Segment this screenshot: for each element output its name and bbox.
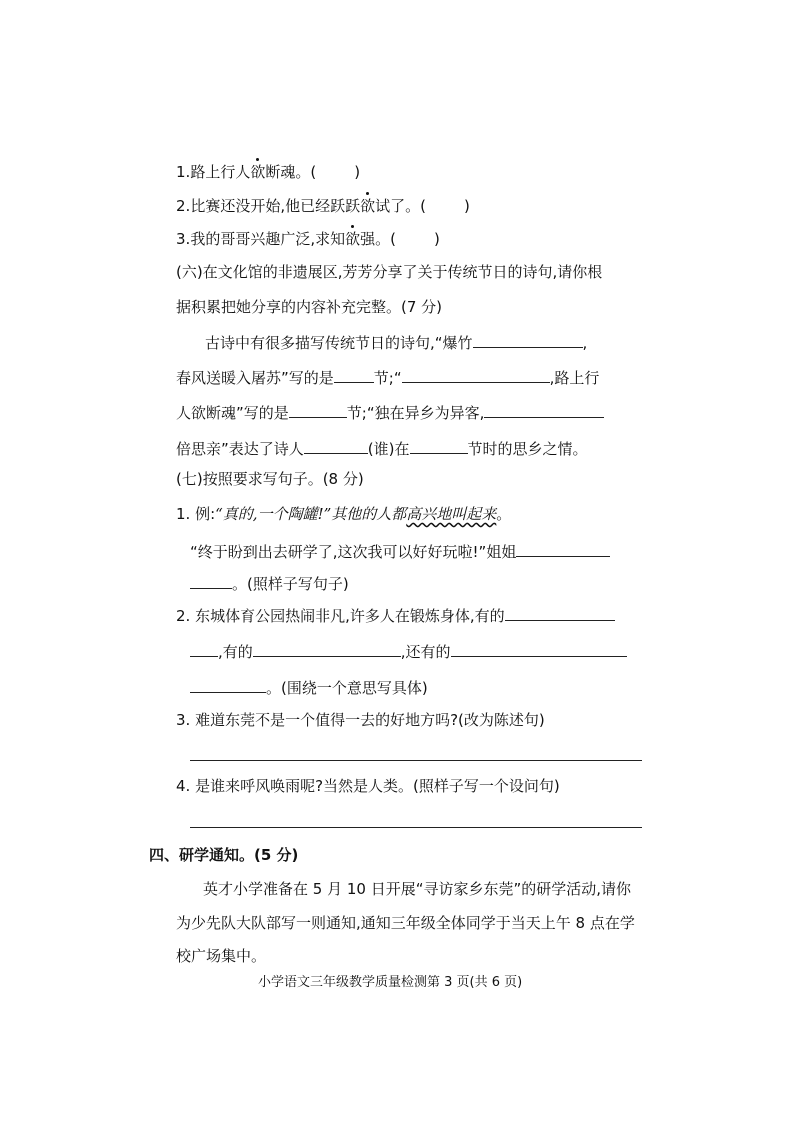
fill-blank[interactable] [253, 640, 401, 657]
section7-q2-line3: 。(围绕一个意思写具体) [190, 676, 428, 698]
section7-q1-line3: 。(照样子写句子) [190, 572, 349, 594]
section6-para-line4: 倍思亲”表达了诗人 (谁)在 节时的思乡之情。 [176, 437, 588, 459]
fill-blank[interactable] [473, 331, 583, 348]
section4-title: 四、研学通知。(5 分) [149, 846, 299, 864]
dotted-char: 欲 [250, 163, 266, 181]
q5-item-1: 1.路上行人欲断魂。( ) [176, 163, 361, 181]
section4-line1: 英才小学准备在 5 月 10 日开展“寻访家乡东莞”的研学活动,请你 [203, 880, 632, 898]
section7-q3: 3. 难道东莞不是一个值得一去的好地方吗?(改为陈述句) [176, 711, 545, 729]
section7-q2-line1: 2. 东城体育公园热闹非凡,许多人在锻炼身体,有的 [176, 604, 615, 626]
section6-para-line2: 春风送暖入屠苏”写的是 节;“ ,路上行 [176, 366, 599, 388]
section7-q2-line2: ,有的 ,还有的 [190, 640, 627, 662]
section6-title-line1: (六)在文化馆的非遗展区,芳芳分享了关于传统节日的诗句,请你根 [176, 263, 603, 281]
wavy-underline-text: 高兴地叫起来 [406, 505, 497, 523]
section4-line3: 校广场集中。 [176, 947, 267, 965]
section4-line2: 为少先队大队部写一则通知,通知三年级全体同学于当天上午 8 点在学 [176, 914, 635, 932]
dotted-char: 欲 [360, 197, 376, 215]
fill-blank[interactable] [516, 540, 610, 557]
q5-item-2: 2.比赛还没开始,他已经跃跃欲试了。( ) [176, 197, 470, 215]
fill-blank[interactable] [289, 401, 347, 418]
fill-blank[interactable] [505, 604, 615, 621]
fill-blank[interactable] [190, 572, 232, 589]
fill-blank[interactable] [190, 640, 218, 657]
fill-blank[interactable] [451, 640, 627, 657]
answer-line[interactable] [190, 827, 642, 828]
section6-title-line2: 据积累把她分享的内容补充完整。(7 分) [176, 298, 443, 316]
section6-para-line3: 人欲断魂”写的是 节;“独在异乡为异客, [176, 401, 604, 423]
section7-q1-example: 1. 例:“真的,一个陶罐!”其他的人都高兴地叫起来。 [176, 505, 512, 523]
section7-title: (七)按照要求写句子。(8 分) [176, 470, 364, 488]
fill-blank[interactable] [304, 437, 368, 454]
dotted-char: 欲 [345, 230, 361, 248]
page-footer: 小学语文三年级教学质量检测第 3 页(共 6 页) [258, 975, 523, 990]
fill-blank[interactable] [410, 437, 468, 454]
q5-item-3: 3.我的哥哥兴趣广泛,求知欲强。( ) [176, 230, 440, 248]
fill-blank[interactable] [402, 366, 550, 383]
fill-blank[interactable] [190, 676, 266, 693]
fill-blank[interactable] [334, 366, 374, 383]
section7-q4: 4. 是谁来呼风唤雨呢?当然是人类。(照样子写一个设问句) [176, 777, 560, 795]
fill-blank[interactable] [484, 401, 604, 418]
section6-para-line1: 古诗中有很多描写传统节日的诗句,“爆竹 , [205, 331, 587, 353]
answer-line[interactable] [190, 760, 642, 761]
section7-q1-line2: “终于盼到出去研学了,这次我可以好好玩啦!”姐姐 [190, 540, 610, 562]
